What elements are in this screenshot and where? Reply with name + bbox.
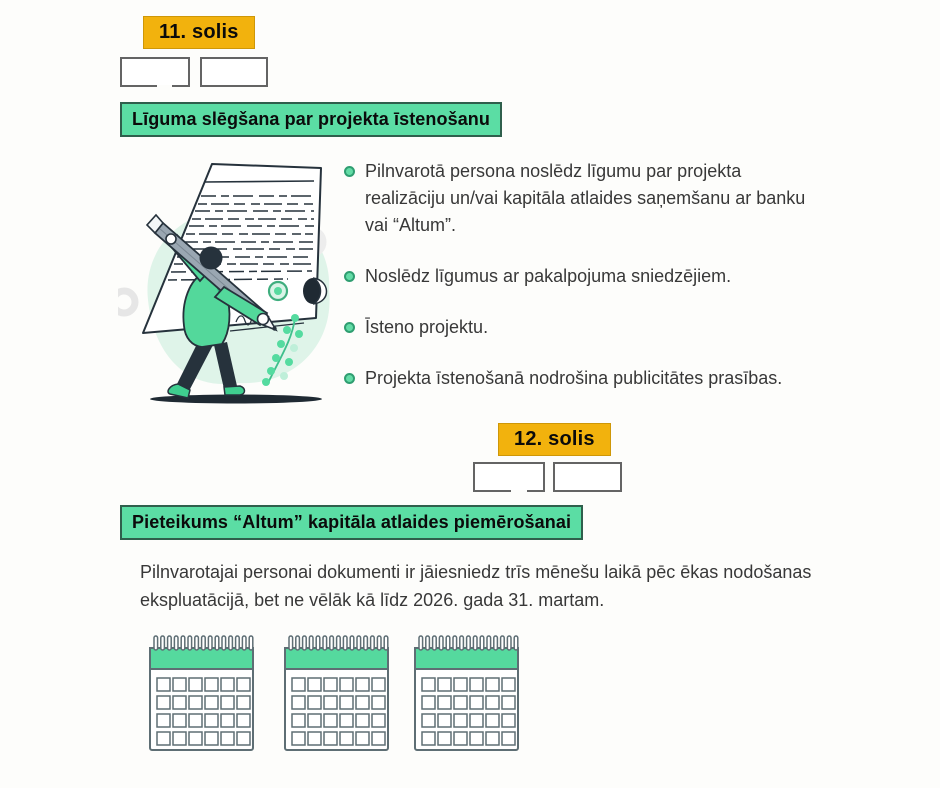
shoe [224, 386, 245, 395]
deadline-paragraph: Pilnvarotajai personai dokumenti ir jāiesniedz trīs mēnešu laikā pēc ēkas nodošanas ekspluatācijā, bet ne vēlāk kā līdz 2026. gada 31. martam. [140, 562, 812, 610]
calendar-icon [412, 633, 522, 755]
empty-placeholder-box [200, 57, 268, 87]
bullet-text: Projekta īstenošanā nodrošina publicitātes prasības. [365, 368, 783, 388]
empty-placeholder-box [553, 462, 622, 492]
calendar-icon [282, 633, 392, 755]
head [200, 247, 223, 270]
decor-ring [118, 291, 135, 313]
bullet-icon [344, 166, 355, 177]
step-12-badge: 12. solis [498, 423, 611, 456]
bullet-text: Īsteno projektu. [365, 317, 489, 337]
list-item [344, 365, 838, 392]
box-border-gap [157, 85, 172, 88]
empty-placeholder-box [120, 57, 190, 87]
step-11-badge: 11. solis [143, 16, 255, 49]
bullet-text: Noslēdz līgumus ar pakalpojuma sniedzējiem. [365, 266, 732, 286]
list-item [344, 158, 838, 239]
bullet-icon [344, 322, 355, 333]
bullet-text: Pilnvarotā persona noslēdz līgumu par projekta realizāciju un/vai kapitāla atlaides saņemšanu ar banku vai “Altum”. [365, 161, 806, 235]
step-12-header: Pieteikums “Altum” kapitāla atlaides piemērošanai [120, 505, 583, 540]
empty-placeholder-box [473, 462, 545, 492]
bullet-icon [344, 373, 355, 384]
step-11-header: Līguma slēgšana par projekta īstenošanu [120, 102, 502, 137]
list-item [344, 263, 838, 290]
contract-signing-illustration [118, 150, 353, 405]
hand [166, 234, 176, 244]
hand [258, 314, 269, 325]
list-item [344, 314, 838, 341]
step-11-bullet-list [344, 158, 838, 416]
bullet-icon [344, 271, 355, 282]
calendar-icon [147, 633, 257, 755]
box-border-gap [511, 490, 527, 493]
